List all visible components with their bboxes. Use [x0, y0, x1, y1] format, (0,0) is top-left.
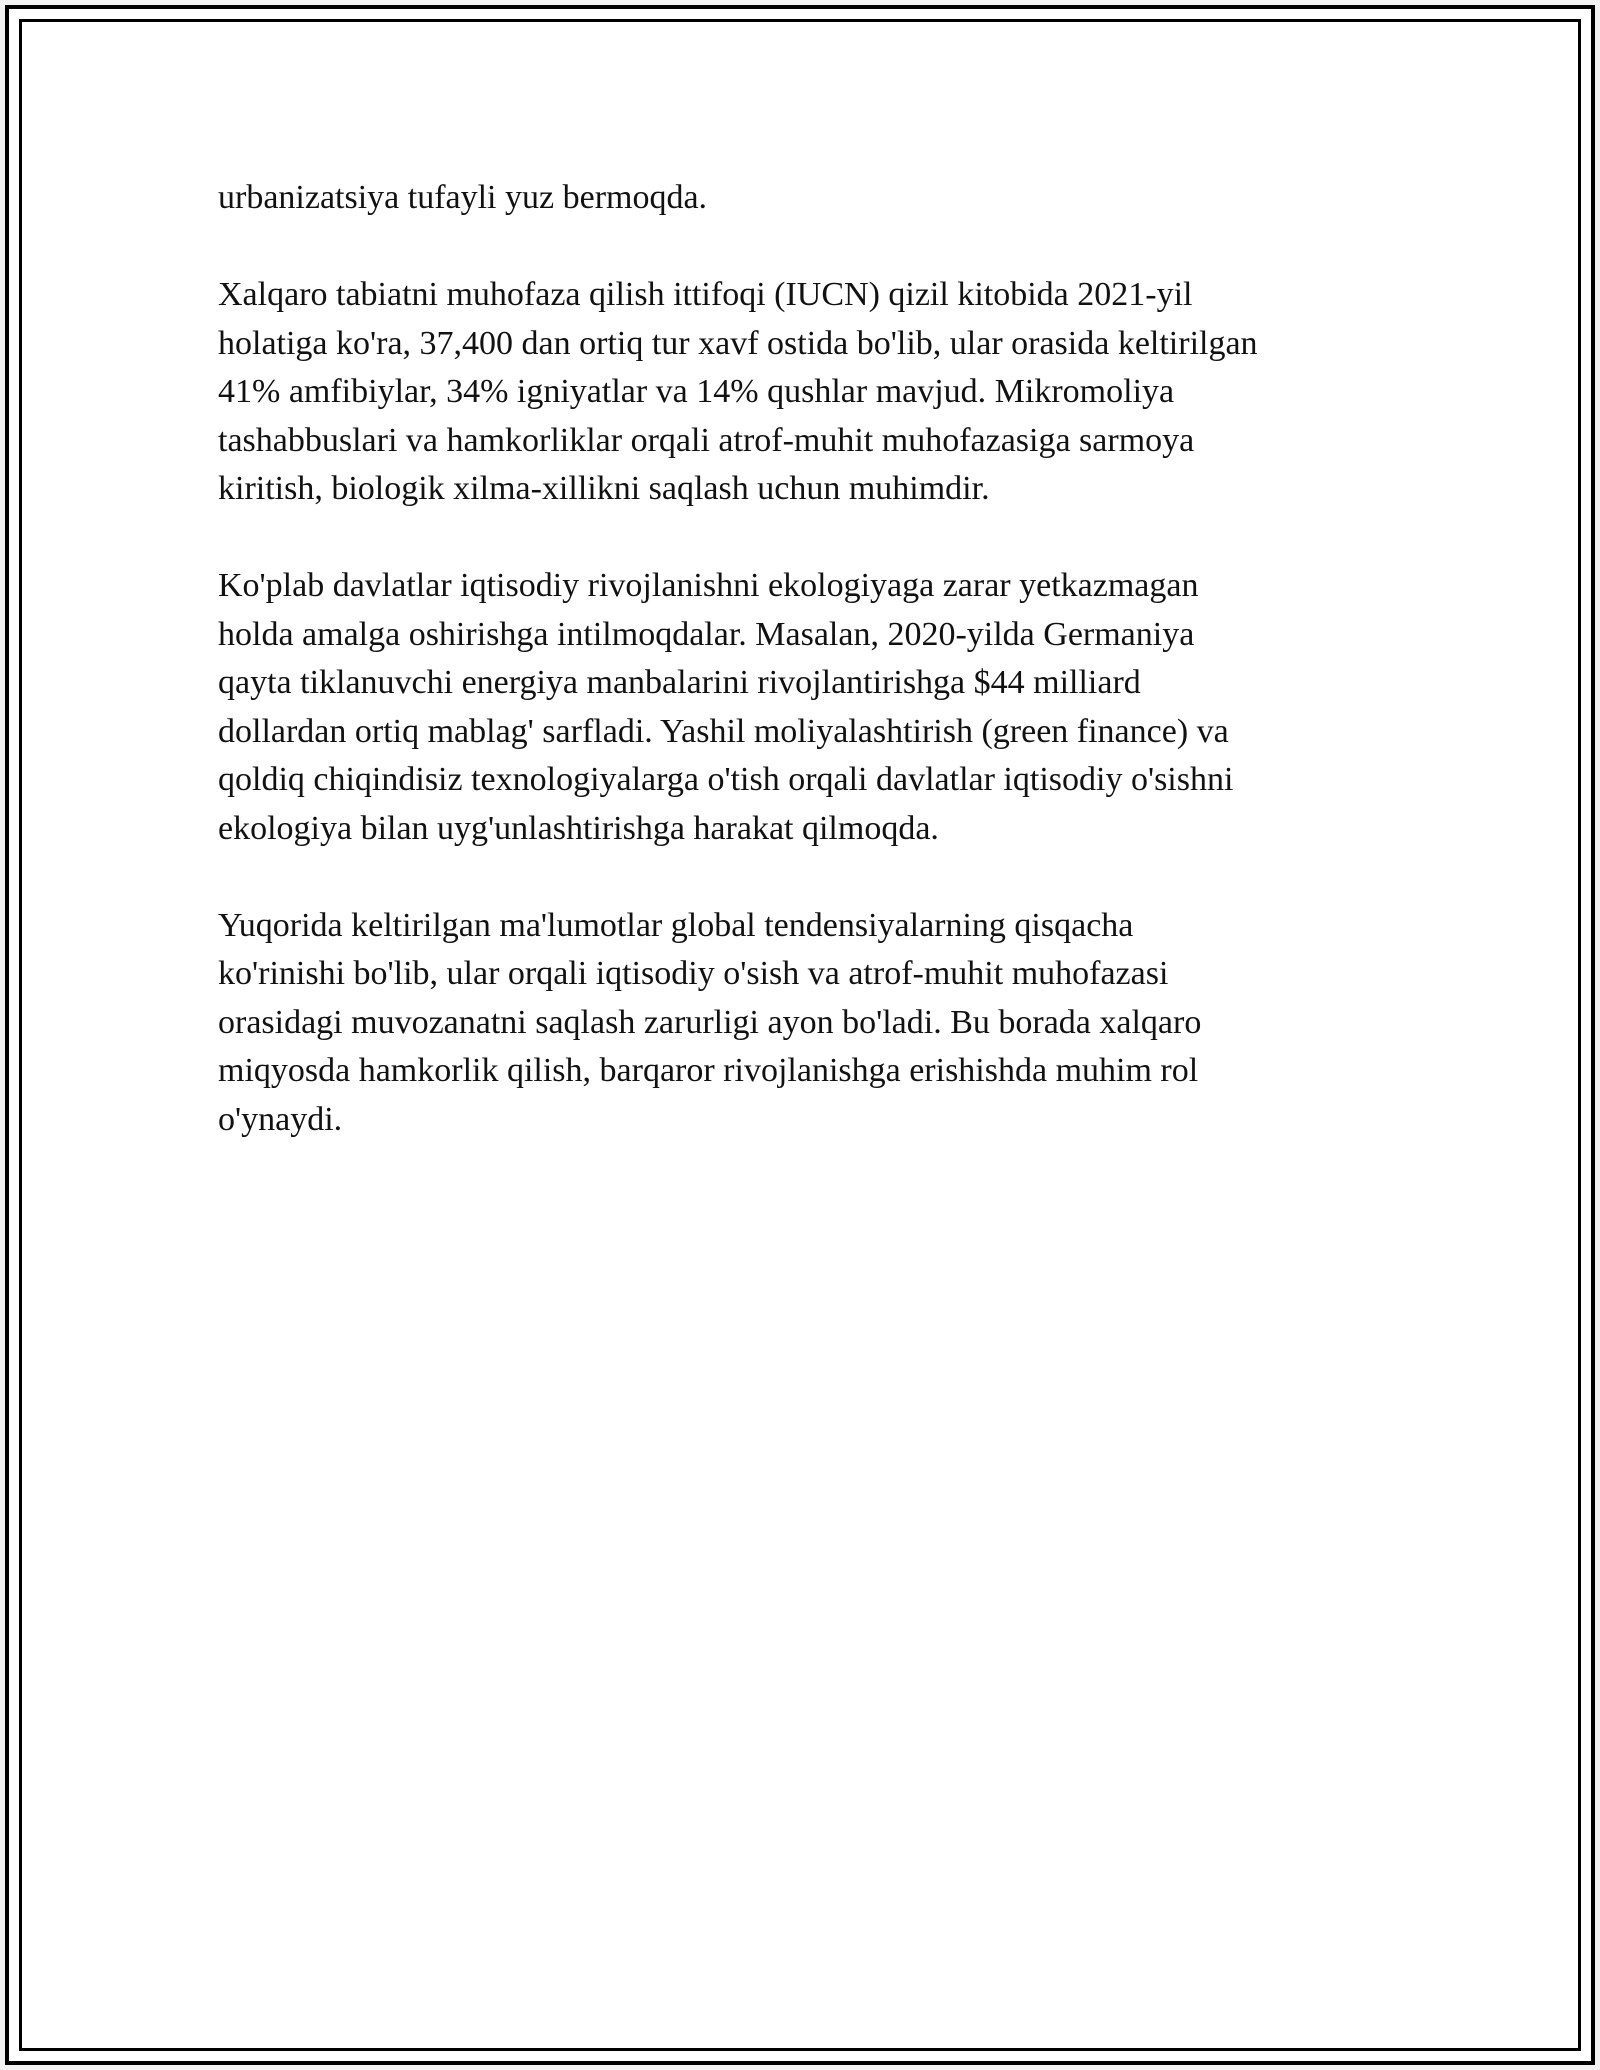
- text-line: miqyosda hamkorlik qilish, barqaror rivojlanishga erishishda muhim rol: [218, 1052, 1199, 1089]
- text-line: 41% amfibiylar, 34% igniyatlar va 14% qushlar mavjud. Mikromoliya: [218, 373, 1175, 410]
- paragraph-2: [218, 271, 1388, 514]
- text-line: kiritish, biologik xilma-xillikni saqlash uchun muhimdir.: [218, 470, 990, 507]
- text-line: ekologiya bilan uyg'unlashtirishga harakat qilmoqda.: [218, 809, 939, 847]
- text-line: qayta tiklanuvchi energiya manbalarini rivojlantirishga $44 milliard: [218, 664, 1141, 701]
- text-line: holda amalga oshirishga intilmoqdalar. Masalan, 2020-yilda Germaniya: [218, 615, 1195, 653]
- text-line: o'ynaydi.: [218, 1100, 343, 1138]
- text-line: Ko'plab davlatlar iqtisodiy rivojlanishni ekologiyaga zarar yetkazmagan: [218, 567, 1199, 604]
- text-line: orasidagi muvozanatni saqlash zarurligi ayon bo'ladi. Bu borada xalqaro: [218, 1003, 1202, 1041]
- text-line: ko'rinishi bo'lib, ular orqali iqtisodiy o'sish va atrof-muhit muhofazasi: [218, 955, 1169, 992]
- text-line: dollardan ortiq mablag' sarfladi. Yashil moliyalashtirish (green finance) va: [218, 712, 1229, 750]
- paragraph-4: [218, 902, 1388, 1145]
- paragraph-1: [218, 174, 1388, 223]
- text-line: tashabbuslari va hamkorliklar orqali atrof-muhit muhofazasiga sarmoya: [218, 421, 1195, 459]
- text-line: holatiga ko'ra, 37,400 dan ortiq tur xavf ostida bo'lib, ular orasida keltirilgan: [218, 324, 1258, 362]
- document-body: [218, 174, 1388, 1193]
- text-line: Yuqorida keltirilgan ma'lumotlar global tendensiyalarning qisqacha: [218, 906, 1134, 944]
- text-line: qoldiq chiqindisiz texnologiyalarga o'tish orqali davlatlar iqtisodiy o'sishni: [218, 761, 1234, 798]
- text-line: Xalqaro tabiatni muhofaza qilish ittifoqi (IUCN) qizil kitobida 2021-yil: [218, 276, 1193, 313]
- text-line: urbanizatsiya tufayli yuz bermoqda.: [218, 179, 708, 216]
- paragraph-3: [218, 562, 1388, 853]
